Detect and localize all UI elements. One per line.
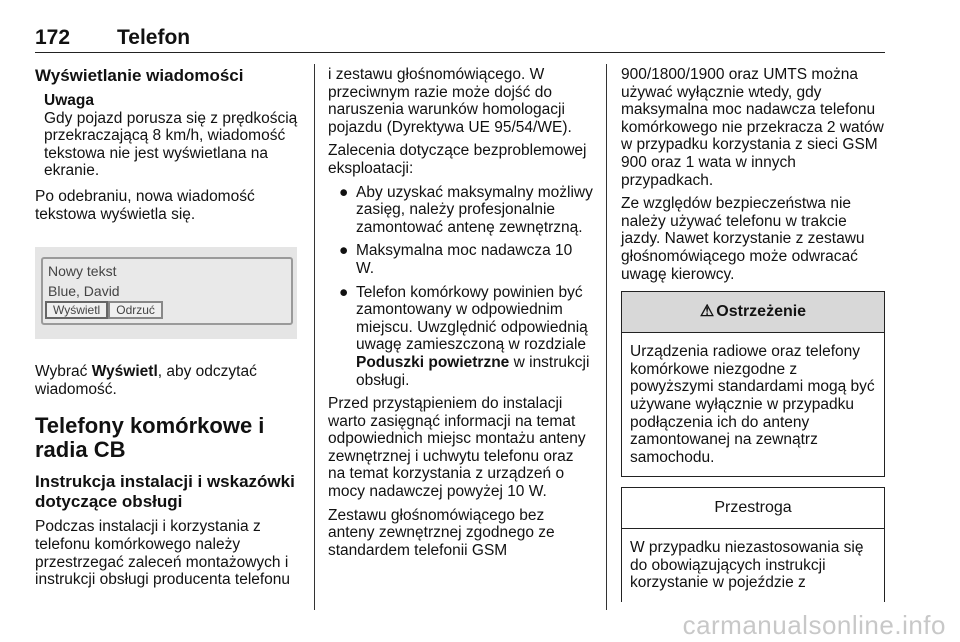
paragraph: Ze względów bezpieczeństwa nie należy używać telefonu w trakcie jazdy. Nawet korzystanie z zestawu głośnomówiącego może odwracać uwagę kierowcy. bbox=[621, 195, 865, 283]
caution-text: W przypadku niezastosowania się do obowiązujących instrukcji korzystanie w pojeździe z bbox=[630, 539, 864, 592]
list-item bbox=[328, 184, 593, 237]
note-text: Gdy pojazd porusza się z prędkością przekraczającą 8 km/h, wiadomość tekstowa nie jest wyświetlana na ekranie. bbox=[44, 109, 298, 180]
watermark: carmanualsonline.info bbox=[682, 610, 946, 640]
message-title: Nowy tekst bbox=[48, 263, 117, 280]
bullet-icon: ● bbox=[339, 242, 349, 260]
paragraph-select bbox=[35, 363, 305, 398]
paragraph: i zestawu głośnomówiącego. W przeciwnym razie może dojść do naruszenia warunków homologacji pojazdu (Dyrektywa UE 95/54/WE). bbox=[328, 66, 572, 136]
warning-text: Urządzenia radiowe oraz telefony komórkowe niezgodne z powyższymi standardami mogą być używane wyłącznie w przypadku podłączenia ich do anteny zamontowanej na zewnątrz samochodu. bbox=[630, 343, 875, 466]
bullet-icon: ● bbox=[339, 283, 349, 301]
paragraph: Po odebraniu, nowa wiadomość tekstowa wyświetla się. bbox=[35, 187, 255, 223]
paragraph: Zalecenia dotyczące bezproblemowej eksploatacji: bbox=[328, 142, 587, 177]
chapter-title: Telefon bbox=[117, 26, 191, 49]
list-item bbox=[328, 284, 593, 390]
page-header bbox=[35, 26, 885, 52]
column-divider-2 bbox=[606, 64, 607, 610]
column-1 bbox=[35, 66, 305, 595]
list-item-text: Telefon komórkowy powinien być zamontowany w odpowiednim miejscu. Uwzględnić odpowiednią uwagę zamieszczoną w rozdziale bbox=[356, 283, 588, 354]
column-3 bbox=[621, 66, 886, 602]
display-screenshot bbox=[35, 247, 297, 339]
warning-box bbox=[621, 291, 885, 477]
column-divider-1 bbox=[314, 64, 315, 610]
column-2 bbox=[328, 66, 593, 565]
caution-box bbox=[621, 487, 885, 602]
text: Wybrać bbox=[35, 363, 92, 381]
warning-header bbox=[622, 292, 884, 333]
dialog-buttons bbox=[45, 301, 163, 319]
note-block bbox=[35, 92, 305, 180]
note-title: Uwaga bbox=[44, 92, 94, 109]
bold-term: Wyświetl bbox=[91, 363, 158, 381]
bullet-icon: ● bbox=[339, 183, 349, 201]
warning-title: Ostrzeżenie bbox=[716, 303, 807, 321]
page-number: 172 bbox=[35, 26, 71, 49]
paragraph: Podczas instalacji i korzystania z telefonu komórkowego należy przestrzegać zaleceń montażowych i instrukcji obsługi producenta telefonu bbox=[35, 518, 291, 589]
reject-button[interactable]: Odrzuć bbox=[108, 301, 163, 319]
paragraph: Przed przystąpieniem do instalacji warto zasięgnąć informacji na temat odpowiednich miejsc montażu anteny zewnętrznej i uchwytu telefonu oraz na temat korzystania z urządzeń o mocy nadawczej powyżej 10 W. bbox=[328, 395, 586, 501]
bold-term: Poduszki powietrzne bbox=[356, 353, 510, 371]
list-item bbox=[328, 242, 593, 277]
subheading-installation: Instrukcja instalacji i wskazówki dotyczące obsługi bbox=[35, 472, 295, 512]
header-rule bbox=[35, 52, 885, 53]
paragraph: 900/1800/1900 oraz UMTS można używać wyłącznie wtedy, gdy maksymalna moc nadawcza telefonu komórkowego nie przekracza 2 watów w przypadku korzystania z sieci GSM 900 oraz 1 wata w innych przypadkach. bbox=[621, 66, 884, 189]
paragraph: Zestawu głośnomówiącego bez anteny zewnętrznej zgodnego ze standardem telefonii GSM bbox=[328, 506, 555, 559]
message-dialog bbox=[41, 257, 293, 325]
section-heading-message-display: Wyświetlanie wiadomości bbox=[35, 66, 244, 85]
message-sender: Blue, David bbox=[48, 283, 120, 300]
warning-icon: ⚠ bbox=[699, 303, 715, 321]
text: , aby odczytać wiadomość. bbox=[35, 363, 257, 398]
section-title-mobile-phones: Telefony komórkowe i radia CB bbox=[35, 413, 265, 463]
list-item-text: Maksymalna moc nadawcza 10 W. bbox=[356, 242, 573, 277]
caution-title: Przestroga bbox=[714, 499, 792, 517]
recommendation-list bbox=[328, 184, 593, 390]
caution-header bbox=[622, 488, 884, 529]
show-button[interactable]: Wyświetl bbox=[45, 301, 108, 319]
list-item-text: Aby uzyskać maksymalny możliwy zasięg, należy profesjonalnie zamontować antenę zewnętrzną. bbox=[356, 183, 593, 236]
list-item-text: w instrukcji obsługi. bbox=[356, 353, 590, 389]
